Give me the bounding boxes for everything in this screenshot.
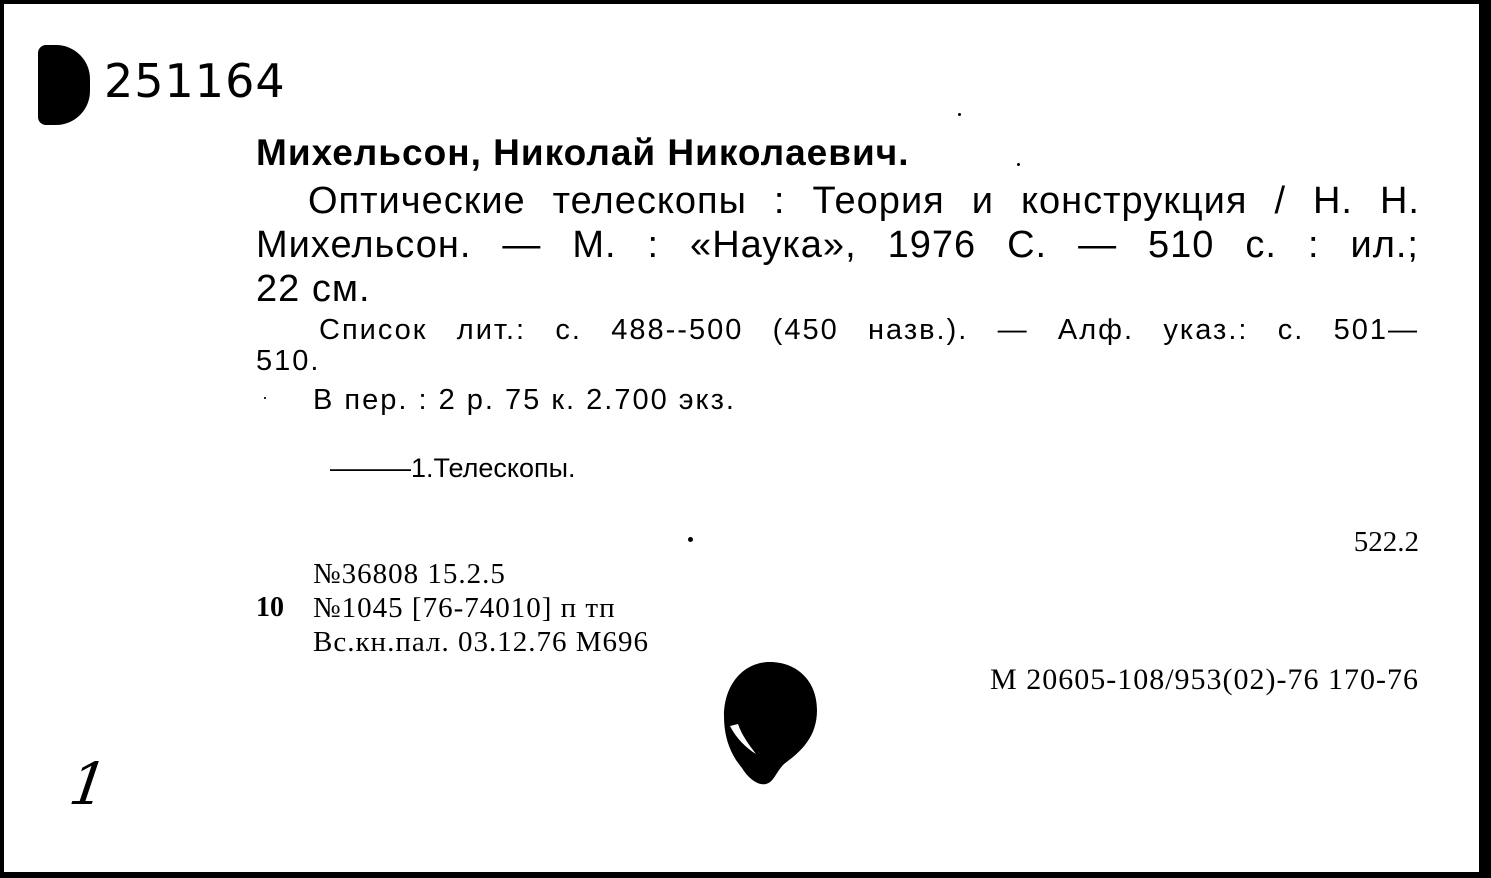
accession-line-3: Вс.кн.пал. 03.12.76 М696 [313,626,649,658]
title-line-3: 22 см. [256,268,371,310]
author-heading: Михельсон, Николай Николаевич. [256,132,910,173]
speck-dot [688,537,693,542]
notes-line-2: 510. [256,345,321,377]
title-line-2: Михельсон. — М. : «Наука», 1976 С. — 510 с. : ил.; [256,224,1419,266]
accession-marker: 10 [256,592,284,623]
subject-heading: ———1.Телескопы. [330,453,576,483]
accession-line-1: №36808 15.2.5 [313,558,506,590]
price-line: В пер. : 2 р. 75 к. 2.700 экз. [313,384,736,416]
notes-line-1: Список лит.: с. 488--500 (450 назв.). — Алф. указ.: с. 501— [319,314,1419,346]
punch-hole [722,660,818,786]
classification-number: 522.2 [1353,526,1419,558]
accession-line-2: №1045 [76-74010] п тп [313,592,616,624]
speck-dot-small-2 [1017,163,1020,166]
publication-code: М 20605-108/953(02)-76 170-76 [990,663,1419,696]
stamp-number: 251164 [104,54,286,108]
speck-dot-small [958,113,961,116]
handwritten-number: 1 [65,750,113,818]
bullet-mark: · [262,387,268,407]
title-line-1: Оптические телескопы : Теория и конструкция / Н. Н. [308,180,1420,222]
